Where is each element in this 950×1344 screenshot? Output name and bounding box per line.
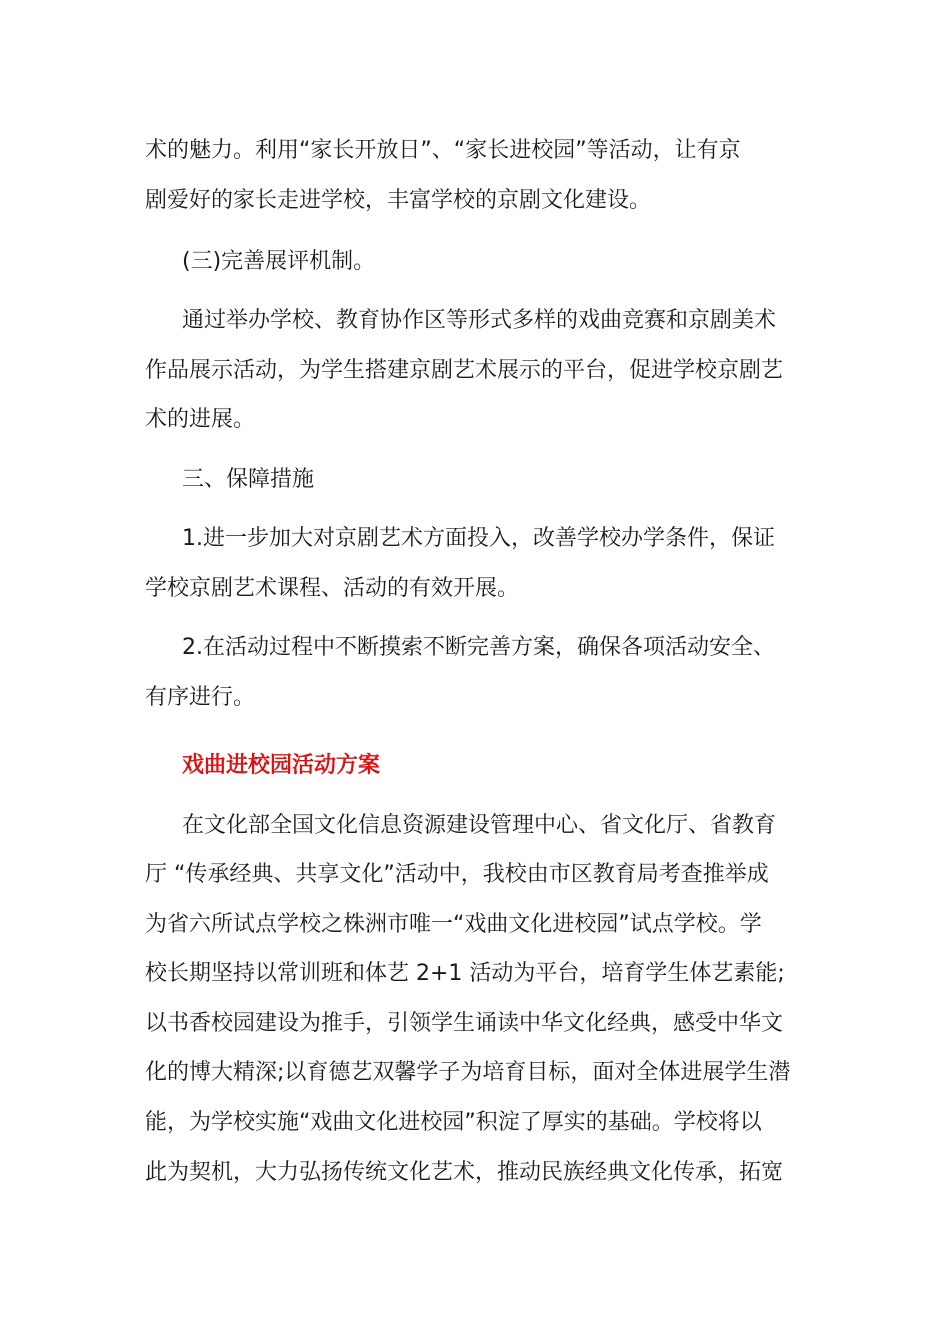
paragraph-line: 厅 “传承经典、共享文化”活动中，我校由市区教育局考查推举成 xyxy=(145,862,769,887)
paragraph-line: 术的魅力。利用“家长开放日”、“家长进校园”等活动，让有京 xyxy=(145,138,741,163)
document-title: 戏曲进校园活动方案 xyxy=(182,753,381,778)
section-subheading: (三)完善展评机制。 xyxy=(182,249,376,274)
paragraph-line: 为省六所试点学校之株洲市唯一“戏曲文化进校园”试点学校。学 xyxy=(145,912,762,937)
paragraph-line: 以书香校园建设为推手，引领学生诵读中华文化经典，感受中华文 xyxy=(145,1011,784,1036)
paragraph-line: 学校京剧艺术课程、活动的有效开展。 xyxy=(145,576,520,601)
paragraph-line: 在文化部全国文化信息资源建设管理中心、省文化厅、省教育 xyxy=(182,813,777,838)
paragraph-line: 能，为学校实施“戏曲文化进校园”积淀了厚实的基础。学校将以 xyxy=(145,1110,762,1135)
paragraph-line: 作品展示活动，为学生搭建京剧艺术展示的平台，促进学校京剧艺 xyxy=(145,358,784,383)
paragraph-line: 通过举办学校、教育协作区等形式多样的戏曲竞赛和京剧美术 xyxy=(182,308,777,333)
paragraph-line: 有序进行。 xyxy=(145,685,256,710)
paragraph-line: 校长期坚持以常训班和体艺 2+1 活动为平台，培育学生体艺素能; xyxy=(145,961,785,986)
paragraph-line: 此为契机，大力弘扬传统文化艺术，推动民族经典文化传承，拓宽 xyxy=(145,1160,784,1185)
paragraph-line: 化的博大精深;以育德艺双馨学子为培育目标，面对全体进展学生潜 xyxy=(145,1060,791,1085)
paragraph-line: 剧爱好的家长走进学校，丰富学校的京剧文化建设。 xyxy=(145,188,652,213)
paragraph-line: 1.进一步加大对京剧艺术方面投入，改善学校办学条件，保证 xyxy=(182,526,775,551)
section-heading: 三、保障措施 xyxy=(182,467,315,492)
paragraph-line: 2.在活动过程中不断摸索不断完善方案，确保各项活动安全、 xyxy=(182,635,775,660)
paragraph-line: 术的进展。 xyxy=(145,407,256,432)
